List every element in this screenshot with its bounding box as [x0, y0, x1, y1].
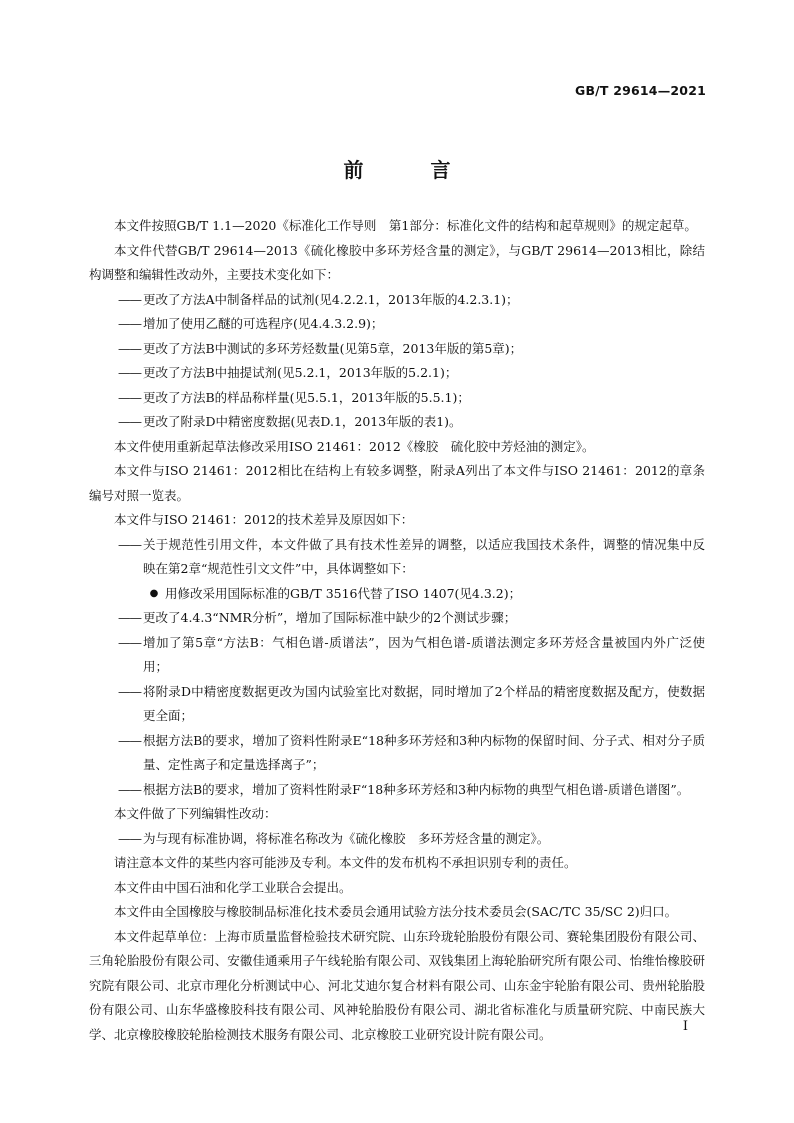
dash-marker: —— — [118, 830, 141, 846]
paragraph-patent-notice: 请注意本文件的某些内容可能涉及专利。本文件的发布机构不承担识别专利的责任。 — [114, 855, 577, 870]
dash-marker: —— — [118, 389, 141, 405]
list-item-text: 增加了使用乙醚的可选程序(见4.4.3.2.9)； — [143, 316, 384, 331]
dash-marker: —— — [118, 291, 141, 307]
dash-marker: —— — [118, 610, 141, 625]
dash-marker: —— — [118, 781, 141, 797]
list-item-text: 更改了方法B的样品称样量(见5.5.1，2013年版的5.5.1)； — [143, 389, 470, 405]
list-item-text: 为与现有标准协调，将标准名称改为《硫化橡胶 多环芳烃含量的测定》。 — [143, 830, 550, 846]
list-item — [89, 337, 705, 362]
bullet-item — [89, 582, 705, 607]
dash-marker: —— — [118, 536, 141, 552]
list-item — [89, 386, 705, 411]
dash-marker: —— — [118, 732, 141, 748]
dash-marker: —— — [118, 683, 141, 699]
list-item-text: 根据方法B的要求，增加了资料性附录E“18种多环芳烃和3种内标物的保留时间、分子式、相对分子质量、定性离子和定量选择离子”； — [143, 732, 705, 772]
list-item — [89, 680, 705, 729]
dash-marker: —— — [118, 316, 141, 331]
list-item-text: 根据方法B的要求，增加了资料性附录F“18种多环芳烃和3种内标物的典型气相色谱-质谱色谱图”。 — [143, 781, 690, 797]
list-item-text: 将附录D中精密度数据更改为国内试验室比对数据，同时增加了2个样品的精密度数据及配方，使数据更全面； — [143, 683, 705, 723]
paragraph-adoption: 本文件使用重新起草法修改采用ISO 21461：2012《橡胶 硫化胶中芳烃油的测定》。 — [114, 438, 595, 454]
list-item — [89, 410, 705, 435]
list-item-text: 更改了方法A中制备样品的试剂(见4.2.2.1，2013年版的4.2.3.1)； — [143, 291, 519, 307]
paragraph-committee: 本文件由全国橡胶与橡胶制品标准化技术委员会通用试验方法分技术委员会(SAC/TC 35/SC 2)归口。 — [114, 904, 678, 919]
paragraph-drafting-basis: 本文件按照GB/T 1.1—2020《标准化工作导则 第1部分：标准化文件的结构和起草规则》的规定起草。 — [114, 218, 697, 233]
list-item-text: 更改了方法B中抽提试剂(见5.2.1，2013年版的5.2.1)； — [143, 365, 458, 380]
list-item — [89, 361, 705, 386]
foreword-body — [89, 214, 705, 1047]
paragraph-structure: 本文件与ISO 21461：2012相比在结构上有较多调整，附录A列出了本文件与ISO 21461：2012的章条编号对照一览表。 — [89, 463, 705, 503]
list-item — [89, 288, 705, 313]
list-item-text: 更改了方法B中测试的多环芳烃数量(见第5章，2013年版的第5章)； — [143, 340, 523, 356]
standard-code: GB/T 29614—2021 — [574, 83, 706, 98]
paragraph-editorial-changes: 本文件做了下列编辑性改动： — [114, 806, 277, 821]
list-item-text: 关于规范性引用文件，本文件做了具有技术性差异的调整，以适应我国技术条件，调整的情况集中反映在第2章“规范性引文文件”中，具体调整如下： — [143, 536, 705, 576]
page-number: I — [682, 1019, 688, 1034]
list-item — [89, 778, 705, 803]
paragraph-proposer: 本文件由中国石油和化学工业联合会提出。 — [114, 879, 352, 895]
paragraph-replacement: 本文件代替GB/T 29614—2013《硫化橡胶中多环芳烃含量的测定》，与GB/T 29614—2013相比，除结构调整和编辑性改动外，主要技术变化如下： — [89, 242, 705, 282]
page-title: 前 言 — [343, 158, 481, 182]
bullet-icon: ● — [149, 587, 159, 599]
list-item — [89, 631, 705, 680]
dash-marker: —— — [118, 414, 141, 429]
list-item-text: 更改了附录D中精密度数据(见表D.1，2013年版的表1)。 — [143, 414, 462, 429]
list-item-text: 更改了4.4.3“NMR分析”，增加了国际标准中缺少的2个测试步骤； — [143, 610, 517, 625]
list-item — [89, 729, 705, 778]
list-item — [89, 312, 705, 337]
dash-marker: —— — [118, 634, 141, 650]
paragraph-tech-differences: 本文件与ISO 21461：2012的技术差异及原因如下： — [114, 512, 414, 527]
paragraph-drafting-units: 本文件起草单位：上海市质量监督检验技术研究院、山东玲珑轮胎股份有限公司、赛轮集团股份有限公司、三角轮胎股份有限公司、安徽佳通乘用子午线轮胎有限公司、双钱集团上海轮胎研究所有限公司、怡维怡橡胶研究院有限公司、北京市理化分析测试中心、河北艾迪尔复合材料有限公司、山东金宇轮胎有限公司、贵州轮胎股份有限公司、山东华盛橡胶科技有限公司、风神轮胎股份有限公司、湖北省标准化与质量研究院、中南民族大学、北京橡胶橡胶轮胎检测技术服务有限公司、北京橡胶工业研究设计院有限公司。 — [89, 928, 705, 1042]
dash-marker: —— — [118, 365, 141, 380]
list-item-text: 增加了第5章“方法B：气相色谱-质谱法”，因为气相色谱-质谱法测定多环芳烃含量被国内外广泛使用； — [143, 634, 705, 674]
list-item — [89, 533, 705, 582]
dash-marker: —— — [118, 340, 141, 356]
bullet-item-text: 用修改采用国际标准的GB/T 3516代替了ISO 1407(见4.3.2)； — [165, 585, 522, 601]
list-item — [89, 606, 705, 631]
list-item — [89, 827, 705, 852]
